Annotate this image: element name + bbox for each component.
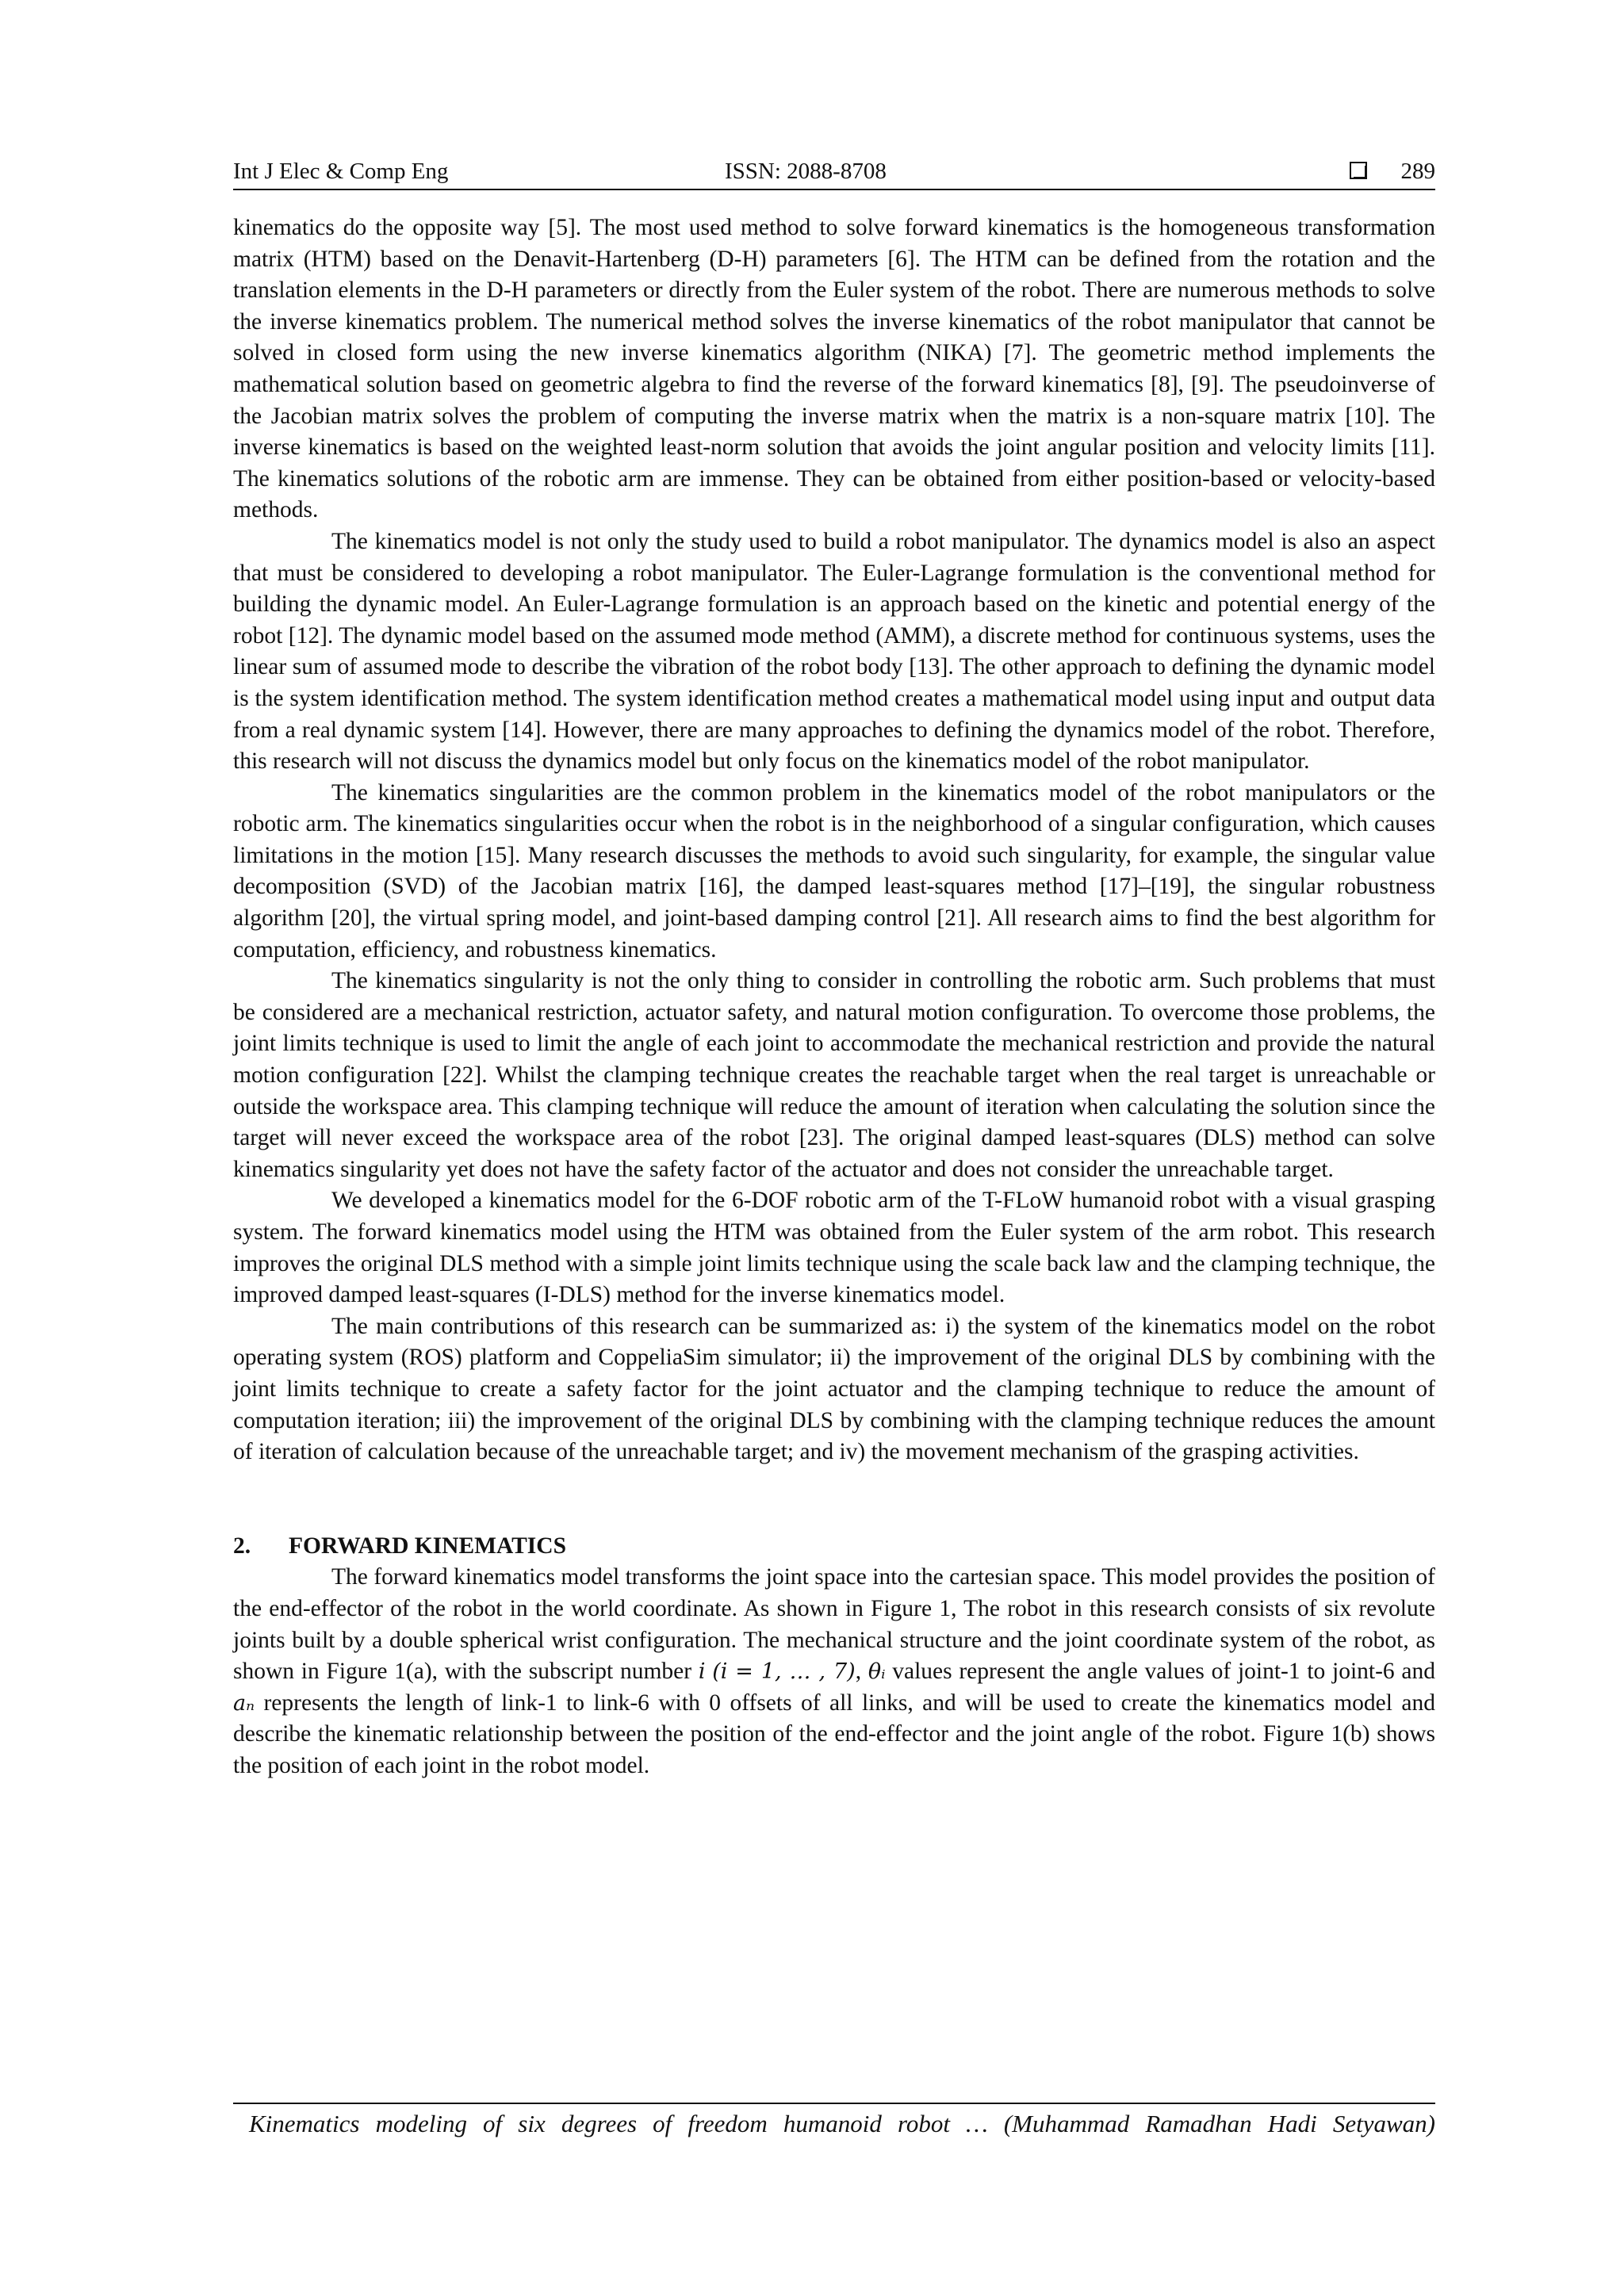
page-number: 289 (1400, 159, 1435, 184)
journal-name: Int J Elec & Comp Eng (233, 159, 449, 184)
section-heading (233, 1531, 1435, 1563)
section-number: 2. (233, 1533, 251, 1559)
section-text-comma: , (855, 1659, 868, 1685)
body-text (233, 212, 1435, 1782)
running-header (233, 155, 1435, 187)
issn: ISSN: 2088-8708 (725, 159, 887, 184)
footer-rule (233, 2103, 1435, 2104)
paragraph-3: The kinematics singularities are the common problem in the kinematics model of the robot manipulators or the robotic arm. The kinematics singularities occur when the robot is in the neighborhood of a singular configuration, which causes limitations in the motion [15]. Many research discusses the methods to avoid such singularity, for example, the singular value decomposition (SVD) of the Jacobian matrix [16], the damped least-squares method [17]–[19], the singular robustness algorithm [20], the virtual spring model, and joint-based damping control [21]. All research aims to find the best algorithm for computation, efficiency, and robustness kinematics. (233, 779, 1435, 962)
section-paragraph (233, 1562, 1435, 1781)
paragraph-4: The kinematics singularity is not the only thing to consider in controlling the robotic arm. Such problems that must be considered are a mechanical restriction, actuator safety, and natural motion configuration. To overcome those problems, the joint limits technique is used to limit the angle of each joint to accommodate the mechanical restriction and provide the natural motion configuration [22]. Whilst the clamping technique creates the reachable target when the real target is unreachable or outside the workspace area. This clamping technique will reduce the amount of iteration when calculating the solution since the target will never exceed the workspace area of the robot [23]. The original damped least-squares (DLS) method can solve kinematics singularity yet does not have the safety factor of the actuator and does not consider the unreachable target. (233, 968, 1435, 1182)
section-title: FORWARD KINEMATICS (289, 1533, 566, 1559)
math-a-n: aₙ (233, 1690, 255, 1716)
paragraph-6: The main contributions of this research can be summarized as: i) the system of the kinematics model on the robot operating system (ROS) platform and CoppeliaSim simulator; ii) the improvement of the original DLS by combining with the joint limits technique to create a safety factor for the joint actuator and the clamping technique to reduce the amount of computation iteration; iii) the improvement of the original DLS by combining with the clamping technique reduces the amount of iteration of calculation because of the unreachable target; and iv) the movement mechanism of the grasping activities. (233, 1313, 1435, 1465)
checkbox-square-icon (1350, 162, 1367, 179)
math-theta-i: θᵢ (868, 1659, 886, 1685)
paragraph-2: The kinematics model is not only the study used to build a robot manipulator. The dynamics model is also an aspect that must be considered to developing a robot manipulator. The Euler-Lagrange formulation is the conventional method for building the dynamic model. An Euler-Lagrange formulation is an approach based on the kinetic and potential energy of the robot [12]. The dynamic model based on the assumed mode method (AMM), a discrete method for continuous systems, uses the linear sum of assumed mode to describe the vibration of the robot body [13]. The other approach to defining the dynamic model is the system identification method. The system identification method creates a mathematical model using input and output data from a real dynamic system [14]. However, there are many approaches to defining the dynamics model of the robot. Therefore, this research will not discuss the dynamics model but only focus on the kinematics model of the robot manipulator. (233, 528, 1435, 775)
section-text-part-1: The forward kinematics model transforms the joint space into the cartesian space. This model provides the position of the end-effector of the robot in the world coordinate. As shown in Figure 1, The robot in this research consists of six revolute joints built by a double spherical wrist configuration. The mechanical structure and the joint coordinate system of the robot, as shown in Figure 1(a), with the subscript number (233, 1564, 1435, 1685)
section-text-part-3: represents the length of link-1 to link-6 with 0 offsets of all links, and will be used to create the kinematics model and describe the kinematic relationship between the position of the end-effector and the joint angle of the robot. Figure 1(b) shows the position of each joint in the robot model. (233, 1689, 1435, 1778)
header-rule (233, 189, 1435, 190)
section-text-part-2: values represent the angle values of joint-1 to joint-6 and (885, 1659, 1435, 1685)
paragraph-1: kinematics do the opposite way [5]. The most used method to solve forward kinematics is the homogeneous transformation matrix (HTM) based on the Denavit-Hartenberg (D-H) parameters [6]. The HTM can be defined from the rotation and the translation elements in the D-H parameters or directly from the Euler system of the robot. There are numerous methods to solve the inverse kinematics problem. The numerical method solves the inverse kinematics of the robot manipulator that cannot be solved in closed form using the new inverse kinematics algorithm (NIKA) [7]. The geometric method implements the mathematical solution based on geometric algebra to find the reverse of the forward kinematics [8], [9]. The pseudoinverse of the Jacobian matrix solves the problem of computing the inverse matrix when the matrix is a non-square matrix [10]. The inverse kinematics is based on the weighted least-norm solution that avoids the joint angular position and velocity limits [11]. The kinematics solutions of the robotic arm are immense. They can be obtained from either position-based or velocity-based methods. (233, 215, 1435, 523)
math-index-range: (i = 1, … , 7) (712, 1659, 856, 1685)
running-footer: Kinematics modeling of six degrees of freedom humanoid robot … (Muhammad Ramadhan Hadi Setyawan) (249, 2110, 1435, 2137)
paper-page (233, 155, 1435, 2137)
math-i: i (698, 1659, 706, 1685)
paragraph-5: We developed a kinematics model for the 6-DOF robotic arm of the T-FLoW humanoid robot with a visual grasping system. The forward kinematics model using the HTM was obtained from the Euler system of the arm robot. This research improves the original DLS method with a simple joint limits technique using the scale back law and the clamping technique, the improved damped least-squares (I-DLS) method for the inverse kinematics model. (233, 1188, 1435, 1308)
